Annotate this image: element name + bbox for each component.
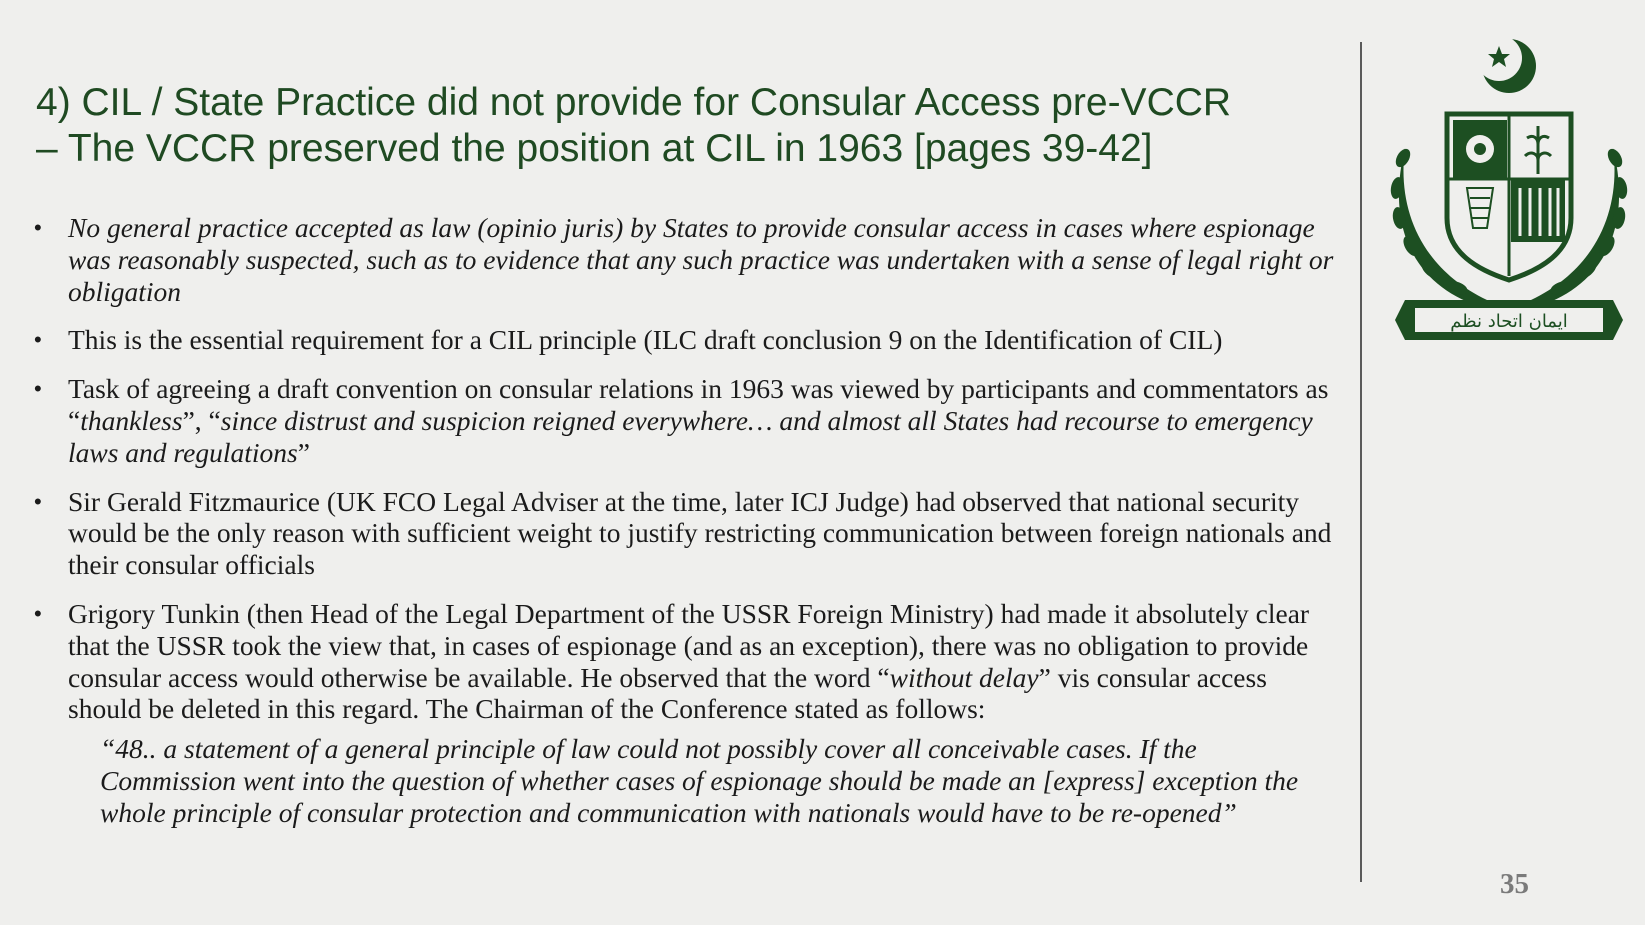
bullet-text: This is the essential requirement for a CIL principle (ILC draft conclusion 9 on the Identification of CIL) [68, 324, 1223, 356]
slide-title-line-1: 4) CIL / State Practice did not provide for Consular Access pre-VCCR [36, 81, 1232, 124]
emblem-scroll-text: ایمان اتحاد نظم [1450, 311, 1568, 332]
bullet-icon: • [34, 600, 42, 626]
bullet-italic-text: without delay [889, 661, 1039, 693]
bullet-item [34, 598, 1334, 829]
quote-open-mark: “ [100, 733, 116, 765]
bullet-item [34, 212, 1334, 307]
bullet-icon: • [34, 488, 42, 514]
bullet-text: Sir Gerald Fitzmaurice (UK FCO Legal Adviser at the time, later ICJ Judge) had observed that national security would be the only reason with sufficient weight to justify restricting communication between foreign nationals and their consular officials [68, 485, 1332, 581]
bullet-text: No general practice accepted as law (opinio juris) by States to provide consular access in cases where espionage was reasonably suspected, such as to evidence that any such practice was undertaken with a sense of legal right or obligation [68, 212, 1334, 307]
slide-title-line-2: – The VCCR preserved the position at CIL in 1963 [pages 39-42] [36, 127, 1153, 170]
bullet-list [34, 212, 1334, 846]
bullet-italic-text: since distrust and suspicion reigned everywhere… and almost all States had recourse to emergency laws and regulations [68, 404, 1313, 468]
quote-close-mark: ” [1221, 796, 1237, 828]
bullet-text: ”, “ [182, 404, 221, 436]
pakistan-state-emblem-icon [1375, 38, 1643, 353]
bullet-icon: • [34, 376, 42, 402]
bullet-icon: • [34, 215, 42, 240]
quote-text: 48.. a statement of a general principle of law could not possibly cover all conceivable cases. If the Commission went into the question of whether cases of espionage should be made an [express] exception the whole principle of consular protection and communication with nationals would have to be re-opened [100, 733, 1299, 828]
bullet-text: Grigory Tunkin (then Head of the Legal Department of the USSR Foreign Ministry) had made it absolutely clear that the USSR took the view that, in cases of espionage (and as an exception), there was no obligation to provide consular access would otherwise be available. He observed that the word “ [68, 597, 1310, 693]
vertical-divider [1360, 42, 1362, 882]
bullet-item [34, 324, 1334, 356]
bullet-text: Task of agreeing a draft convention on consular relations in 1963 was viewed by participants and commentators as “ [68, 373, 1329, 436]
bullet-item [34, 486, 1334, 581]
chairman-quote [100, 733, 1334, 828]
bullet-icon: • [34, 327, 42, 353]
bullet-italic-text: thankless [80, 404, 183, 436]
slide-title [36, 80, 1336, 172]
bullet-item [34, 373, 1334, 468]
bullet-text: ” vis consular access should be deleted in this regard. The Chairman of the Conference stated as follows: [68, 661, 1267, 725]
page-number: 35 [1500, 868, 1529, 900]
bullet-text: ” [297, 436, 310, 468]
